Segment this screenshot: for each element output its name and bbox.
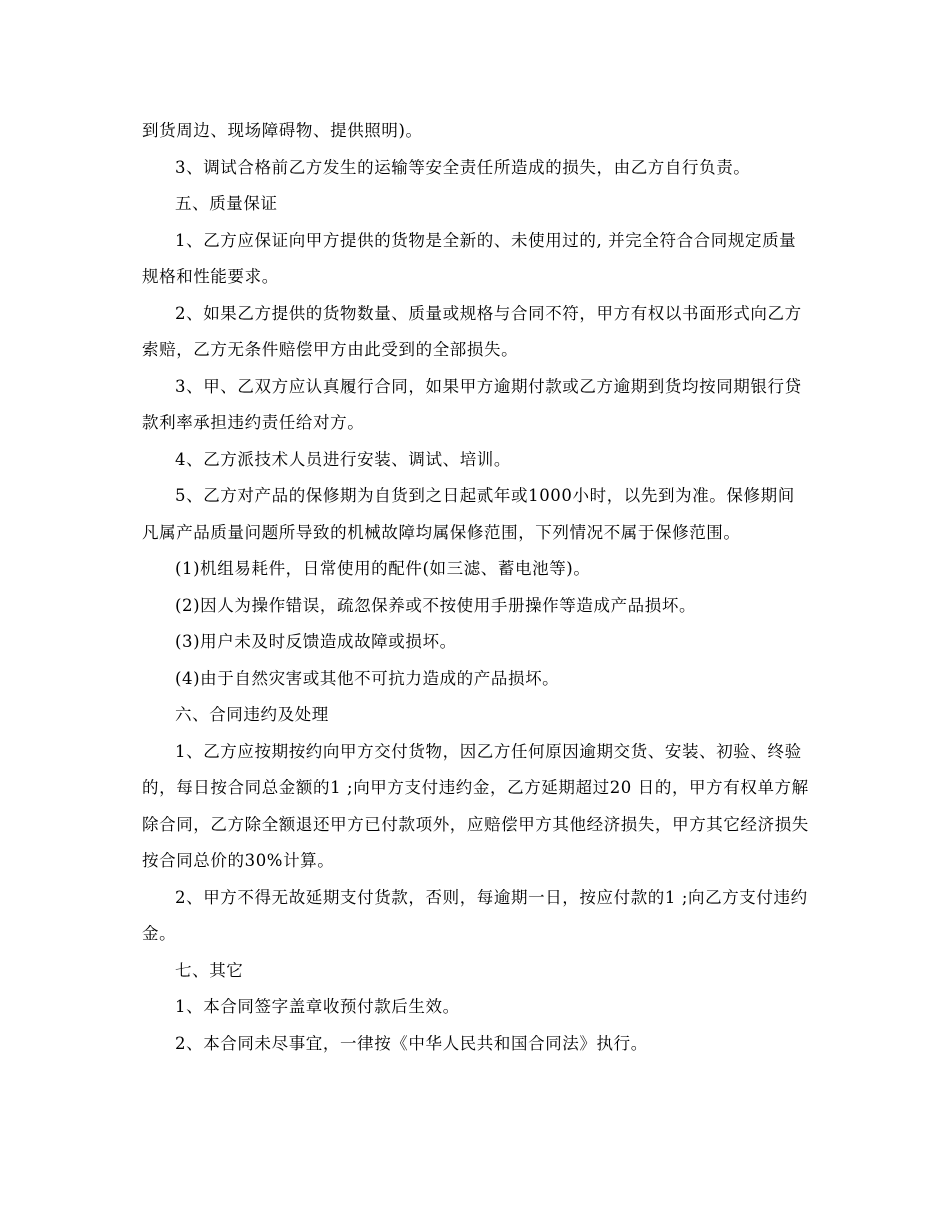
- paragraph-6: 4、乙方派技术人员进行安装、调试、培训。: [175, 449, 511, 469]
- paragraph-1: 3、调试合格前乙方发生的运输等安全责任所造成的损失，由乙方自行负责。: [175, 157, 751, 177]
- section-heading-breach: 六、合同违约及处理: [175, 705, 329, 724]
- paragraph-16: 1、本合同签字盖章收预付款后生效。: [175, 997, 460, 1016]
- list-item-1: (1)机组易耗件，日常使用的配件(如三滤、蓄电池等)。: [175, 559, 591, 578]
- section-heading-other: 七、其它: [175, 960, 244, 980]
- list-item-2: (2)因人为操作错误，疏忽保养或不按使用手册操作等造成产品损坏。: [175, 595, 697, 615]
- list-item-4: (4)由于自然灾害或其他不可抗力造成的产品损坏。: [175, 668, 560, 688]
- paragraph-5: 3、甲、乙双方应认真履行合同，如果甲方逾期付款或乙方逾期到货均按同期银行贷款利率承担违约责任给对方。: [142, 376, 802, 432]
- paragraph-0: 到货周边、现场障碍物、提供照明)。: [142, 121, 423, 140]
- paragraph-13: 1、乙方应按期按约向甲方交付货物，因乙方任何原因逾期交货、安装、初验、终验的，每日按合同总金额的1 ;向甲方支付违约金，乙方延期超过20 日的，甲方有权单方解除合同，乙方除全额退还甲方已付款项外，应赔偿甲方其他经济损失，甲方其它经济损失按合同总价的30%计算。: [142, 741, 809, 870]
- list-item-3: (3)用户未及时反馈造成故障或损坏。: [175, 632, 457, 651]
- section-heading-quality: 五、质量保证: [175, 194, 278, 213]
- paragraph-7: 5、乙方对产品的保修期为自货到之日起贰年或1000小时，以先到为准。保修期间凡属产品质量问题所导致的机械故障均属保修范围，下列情况不属于保修范围。: [142, 486, 795, 542]
- contract-body: [142, 113, 810, 1062]
- paragraph-3: 1、乙方应保证向甲方提供的货物是全新的、未使用过的, 并完全符合合同规定质量规格和性能要求。: [142, 230, 797, 286]
- paragraph-17: 2、本合同未尽事宜，一律按《中华人民共和国合同法》执行。: [175, 1033, 648, 1053]
- paragraph-14: 2、甲方不得无故延期支付货款，否则，每逾期一日，按应付款的1 ;向乙方支付违约金。: [142, 887, 808, 943]
- paragraph-4: 2、如果乙方提供的货物数量、质量或规格与合同不符，甲方有权以书面形式向乙方索赔，乙方无条件赔偿甲方由此受到的全部损失。: [142, 303, 802, 359]
